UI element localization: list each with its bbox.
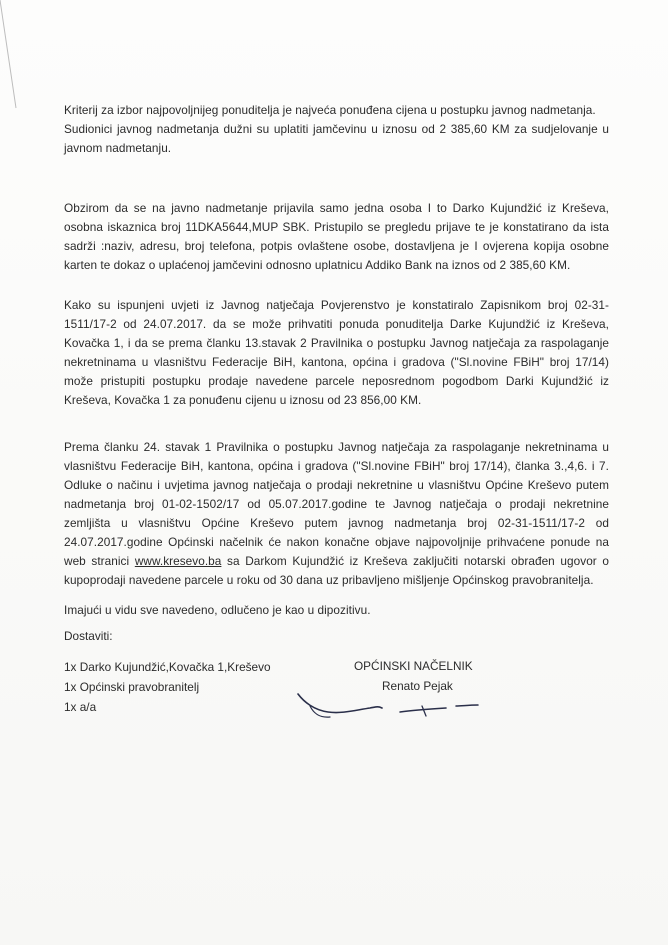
recipients-list xyxy=(64,657,271,717)
mayor-name: Renato Pejak xyxy=(382,679,453,693)
page-corner-fold xyxy=(0,0,20,110)
contract-text xyxy=(64,438,609,590)
conditions-text: Kako su ispunjeni uvjeti iz Javnog natječaja Povjerenstvo je konstatiralo Zapisnikom broj 02-31-1511/17-2 od 24.07.2017. da se može prihvatiti ponuda ponuditelja Darke Kujundžić iz Kreševa, Kovačka 1, i da se prema članku 13.stavak 2 Pravilnika o postupku Javnog natječaja za raspolaganje nekretninama u vlasništvu Federacije BiH, kantona, općina i gradova ("Sl.novine FBiH" broj 17/14) može pristupiti postupku prodaje navedene parcele neposrednom pogodbom Darki Kujundžić iz Kreševa, Kovačka 1 za ponuđenu cijenu u iznosu od 23 856,00 KM. xyxy=(64,298,609,407)
deposit-text: Sudionici javnog nadmetanja dužni su uplatiti jamčevinu u iznosu od 2 385,60 KM za sudjelovanje u javnom nadmetanju. xyxy=(64,122,609,155)
contract-text-end: sa Darkom Kujundžić iz Kreševa zaključiti notarski obrađen ugovor o kupoprodaji navedene parcele u roku od 30 dana uz pribavljeno mišljenje Općinskog pravobranitelja. xyxy=(64,554,610,587)
application-text: Obzirom da se na javno nadmetanje prijavila samo jedna osoba I to Darko Kujundžić iz Kreševa, osobna iskaznica broj 11DKA5644,MUP SBK. Pristupilo se pregledu prijave te je konstatirano da ista sadrži :naziv, adresu, broj telefona, potpis ovlaštene osobe, dostavljena je I ovjerena kopija osobne karten te dokaz o uplaćenoj jamčevini odnosno uplatnicu Addiko Bank na iznos od 2 385,60 KM. xyxy=(64,201,609,272)
mayor-title: OPĆINSKI NAČELNIK xyxy=(354,659,473,673)
criteria-text: Kriterij za izbor najpovoljnijeg ponuditelja je najveća ponuđena cijena u postupku javnog nadmetanja. xyxy=(64,103,596,117)
contract-text-start: Prema članku 24. stavak 1 Pravilnika o postupku Javnog natječaja za raspolaganje nekretninama u vlasništvu Federacije BiH, kantona, općina i gradova ("Sl.novine FBiH" broj 17/14), članka 3.,4,6. i 7. Odluke o načinu i uvjetima javnog natječaja o prodaji nekretnine u vlasništvu Općine Kreševo putem nadmetanja broj 01-02-1502/17 od 05.07.2017.godine te Javnog natječaja o prodaji nekretnine zemljišta u vlasništvu Općine Kreševo putem javnog nadmetanja broj 02-31-1511/17-2 od 24.07.2017.godine Općinski načelnik će nakon konačne objave najpovoljnije prihvaćene ponude na web stranici xyxy=(64,440,609,568)
deliver-to-label: Dostaviti: xyxy=(64,629,113,643)
conditions-paragraph xyxy=(64,296,609,410)
recipient-item: 1x Općinski pravobranitelj xyxy=(64,680,200,694)
conclusion-paragraph xyxy=(64,601,609,620)
handwritten-signature-icon xyxy=(290,684,490,734)
kresevo-website-link[interactable]: www.kresevo.ba xyxy=(134,554,222,568)
contract-paragraph xyxy=(64,438,609,590)
criteria-paragraph xyxy=(64,101,609,158)
recipient-item: 1x Darko Kujundžić,Kovačka 1,Kreševo xyxy=(64,660,271,674)
application-paragraph xyxy=(64,199,609,275)
conclusion-text: Imajući u vidu sve navedeno, odlučeno je kao u dipozitivu. xyxy=(64,603,371,617)
recipient-item: 1x a/a xyxy=(64,700,97,714)
